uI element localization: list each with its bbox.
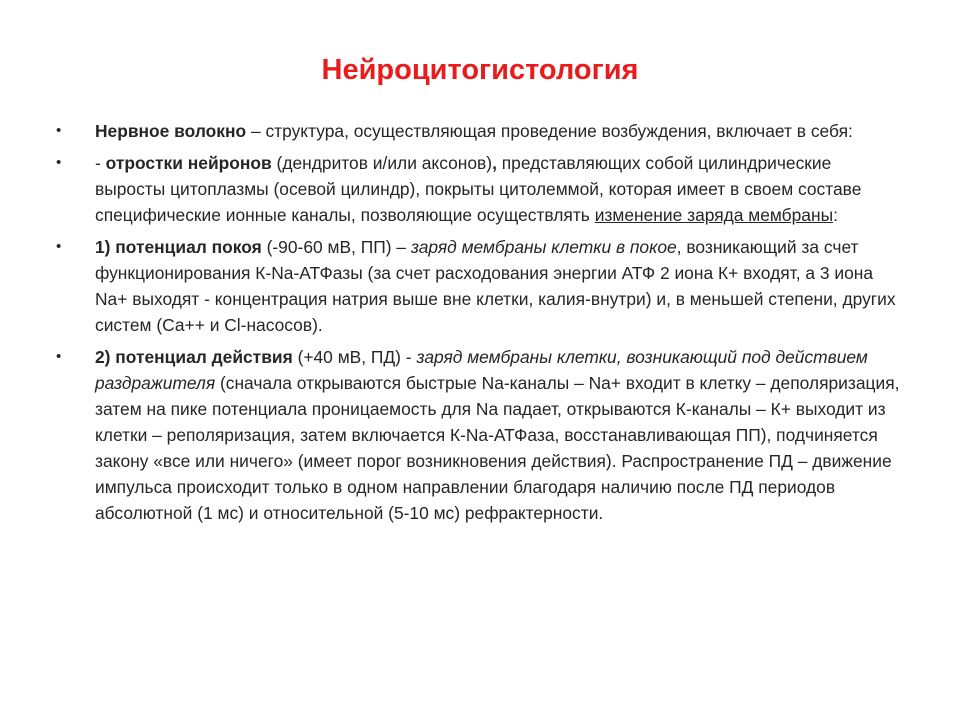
text-run: отростки нейронов	[105, 153, 272, 173]
text-run: (дендритов и/или аксонов)	[271, 153, 493, 173]
slide-title: Нейроцитогистология	[321, 54, 639, 86]
text-run: (сначала открываются быстрые Na-каналы – Na+ входит в клетку – деполяризация, затем на пике потенциала проницаемость для Na падает, открываются К-каналы – К+ выходит из клетки – реполяризация, затем включается К-Na-АТФаза, восстанавливающая ПП), подчиняется закону «все или ничего» (имеет порог возникновения действия). Распространение ПД – движение импульса происходит только в одном направлении благодаря наличию после ПД периодов абсолютной (1 мс) и относительной (5-10 мс) рефрактерности.	[95, 373, 900, 523]
list-item-text	[95, 234, 906, 338]
content-list	[56, 118, 906, 532]
text-run: заряд мембраны клетки, возникающий под действием раздражителя	[95, 347, 868, 393]
list-item-text	[95, 344, 906, 526]
list-item	[56, 234, 906, 338]
text-run: 1) потенциал покоя	[95, 237, 262, 257]
bullet-icon: •	[56, 238, 62, 255]
text-run: – структура, осуществляющая проведение возбуждения, включает в себя:	[246, 121, 853, 141]
text-run: -	[95, 153, 106, 173]
bullet-icon: •	[56, 348, 62, 365]
text-run: (-90-60 мВ, ПП) –	[261, 237, 411, 257]
text-run: 2) потенциал действия	[95, 347, 293, 367]
list-item-text	[95, 118, 906, 144]
text-run: Нервное волокно	[95, 121, 247, 141]
list-item	[56, 344, 906, 526]
text-run: изменение заряда мембраны	[594, 205, 834, 225]
text-run: заряд мембраны клетки в покое	[410, 237, 677, 257]
text-run: :	[833, 205, 838, 225]
text-run: , возникающий за счет функционирования К-Na-АТФазы (за счет расходования энергии АТФ 2 иона К+ входят, а 3 иона Na+ выходят - концентрация натрия выше вне клетки, калия-внутри) и, в меньшей степени, других систем (Са++ и Cl-насосов).	[95, 237, 896, 335]
bullet-icon: •	[56, 122, 62, 139]
text-run: представляющих собой цилиндрические выросты цитоплазмы (осевой цилиндр), покрыты цитолеммой, которая имеет в своем составе специфические ионные каналы, позволяющие осуществлять	[95, 153, 862, 225]
list-item	[56, 150, 906, 228]
text-run: ,	[492, 153, 497, 173]
text-run: (+40 мВ, ПД) -	[292, 347, 417, 367]
list-item	[56, 118, 906, 144]
list-item-text	[95, 150, 906, 228]
bullet-icon: •	[56, 154, 62, 171]
